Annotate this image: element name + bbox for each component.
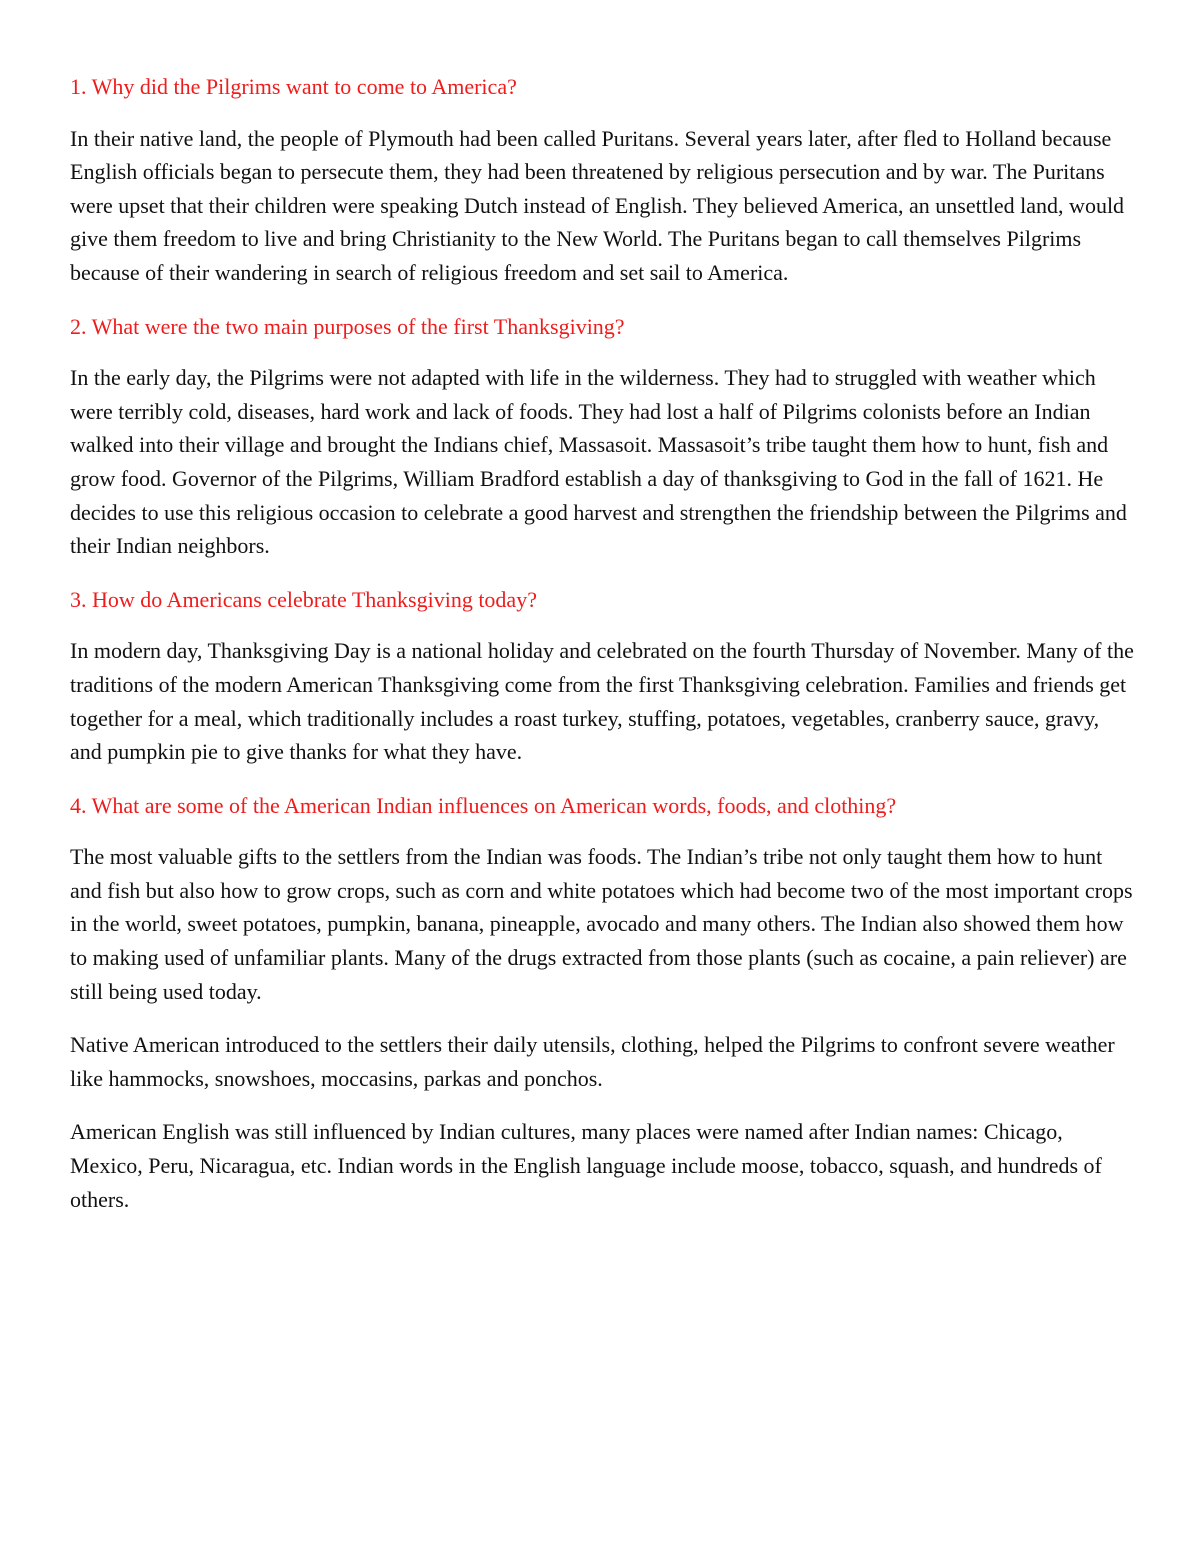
document-page xyxy=(70,70,1135,1236)
question-heading-4: 4. What are some of the American Indian influences on American words, foods, and clothing? xyxy=(70,792,897,818)
answer-paragraph-3: In modern day, Thanksgiving Day is a national holiday and celebrated on the fourth Thursday of November. Many of the traditions of the modern American Thanksgiving come from the first Thanksgiving celebration. Families and friends get together for a meal, which traditionally includes a roast turkey, stuffing, potatoes, vegetables, cranberry sauce, gravy, and pumpkin pie to give thanks for what they have. xyxy=(70,638,1134,765)
question-heading-2: 2. What were the two main purposes of the first Thanksgiving? xyxy=(70,313,625,339)
answer-paragraph-4a: The most valuable gifts to the settlers from the Indian was foods. The Indian’s tribe not only taught them how to hunt and fish but also how to grow crops, such as corn and white potatoes which had become two of the most important crops in the world, sweet potatoes, pumpkin, banana, pineapple, avocado and many others. The Indian also showed them how to making used of unfamiliar plants. Many of the drugs extracted from those plants (such as cocaine, a pain reliever) are still being used today. xyxy=(70,844,1133,1004)
answer-paragraph-1: In their native land, the people of Plymouth had been called Puritans. Several years later, after fled to Holland because English officials began to persecute them, they had been threatened by religious persecution and by war. The Puritans were upset that their children were speaking Dutch instead of English. They believed America, an unsettled land, would give them freedom to live and bring Christianity to the New World. The Puritans began to call themselves Pilgrims because of their wandering in search of religious freedom and set sail to America. xyxy=(70,125,1125,285)
question-heading-1: 1. Why did the Pilgrims want to come to America? xyxy=(70,74,517,99)
answer-paragraph-4b: Native American introduced to the settlers their daily utensils, clothing, helped the Pilgrims to confront severe weather like hammocks, snowshoes, moccasins, parkas and ponchos. xyxy=(70,1032,1115,1091)
answer-paragraph-2: In the early day, the Pilgrims were not adapted with life in the wilderness. They had to struggled with weather which were terribly cold, diseases, hard work and lack of foods. They had lost a half of Pilgrims colonists before an Indian walked into their village and brought the Indians chief, Massasoit. Massasoit’s tribe taught them how to hunt, fish and grow food. Governor of the Pilgrims, William Bradford establish a day of thanksgiving to God in the fall of 1621. He decides to use this religious occasion to celebrate a good harvest and strengthen the friendship between the Pilgrims and their Indian neighbors. xyxy=(70,365,1127,559)
question-heading-3: 3. How do Americans celebrate Thanksgiving today? xyxy=(70,586,537,612)
answer-paragraph-4c: American English was still influenced by Indian cultures, many places were named after Indian names: Chicago, Mexico, Peru, Nicaragua, etc. Indian words in the English language include moose, tobacco, squash, and hundreds of others. xyxy=(70,1119,1102,1212)
